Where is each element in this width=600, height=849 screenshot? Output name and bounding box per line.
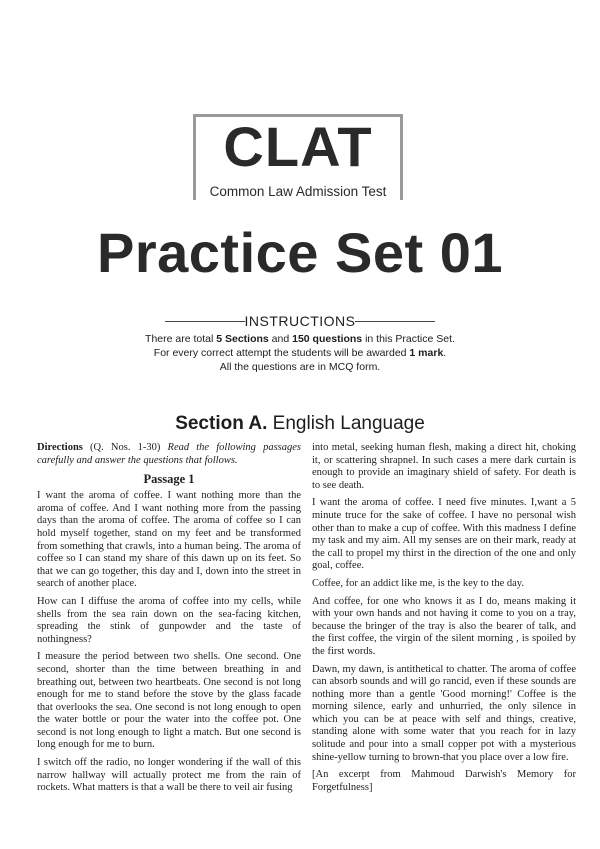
- instructions-header: [165, 312, 435, 330]
- marks-value: 1 mark: [409, 347, 444, 359]
- directions-text: Read the following passages carefully and answer the questions that follows.: [37, 442, 301, 466]
- passage-heading: Passage 1: [143, 472, 195, 487]
- passage-paragraph: And coffee, for one who knows it as I do, means making it with your own hands and not having it come to you on a tray, because the bringer of the tray is also the bearer of talk, and the first coffee, the virgin of the silent morning , is spoiled by the first words.: [312, 595, 576, 657]
- passage-paragraph: How can I diffuse the aroma of coffee into my cells, while shells from the sea rain down on the sea-facing kitchen, spreading the stink of gunpowder and the taste of nothingness?: [37, 595, 301, 645]
- section-title: [0, 412, 600, 436]
- instruction-text: .: [443, 347, 447, 359]
- instruction-text: For every correct attempt the students will be awarded: [153, 347, 410, 359]
- passage-column-left: [37, 442, 301, 800]
- passage-column-right: [312, 442, 576, 799]
- instruction-line-1: [0, 332, 600, 346]
- instruction-text: and: [268, 333, 293, 345]
- passage-paragraph: Dawn, my dawn, is antithetical to chatter. The aroma of coffee can absorb sounds and will go rancid, even if these sounds are nothing more than a gentle 'Good morning!' Coffee is the morning silence, early and unhurried, the only silence in which you can be at peace with self and things, creative, standing alone with some water that you reach for in lazy solitude and pour into a small copper pot with a mysterious shine-yellow turning to brown-that you place over a low fire.: [312, 663, 576, 763]
- passage-paragraph: I want the aroma of coffee. I want nothing more than the aroma of coffee. And I want nothing more from the passing days than the aroma of coffee. The aroma of coffee so I can hold myself together, stand on my feet and be transformed from something that crawls, into a human being. The aroma of coffee so I can stand my share of this dawn up on its feet. So that we can go together, this day and I, down into the street in search of another place.: [37, 490, 301, 590]
- directions-label: Directions: [37, 442, 83, 453]
- passage-paragraph: I want the aroma of coffee. I need five minutes. I,want a 5 minute truce for the sake of coffee. I have no personal wish other than to make a cup of coffee. With this madness I define my task and my aim. All my senses are on their mark, ready at the call to propel my thirst in the direction of the one and only goal, coffee.: [312, 497, 576, 572]
- passage-paragraph: I switch off the radio, no longer wondering if the wall of this narrow hallway will actually protect me from the rain of rockets. What matters is that a wall be there to veil air fusing: [37, 757, 301, 794]
- section-label: Section A.: [175, 413, 268, 434]
- passage-paragraph: Coffee, for an addict like me, is the key to the day.: [312, 577, 524, 589]
- instructions-rule-right: [355, 321, 435, 322]
- instruction-text: in this Practice Set.: [362, 333, 455, 345]
- instructions-label: INSTRUCTIONS: [244, 313, 356, 329]
- sections-count: 5 Sections: [216, 333, 269, 345]
- logo-subtitle: Common Law Admission Test: [209, 184, 387, 199]
- passage-paragraph: into metal, seeking human flesh, making a direct hit, choking it, or scattering shrapnel. In such cases a mere dark curtain is enough to provide an imaginary shield of safety. For death is to see death.: [312, 442, 576, 491]
- instruction-line-3: All the questions are in MCQ form.: [219, 361, 381, 373]
- passage-paragraph: I measure the period between two shells. One second. One second, shorter than the time between breathing in and breathing out, between two heartbeats. One second is not long enough for me to stand before the stove by the glass facade that overlooks the sea. One second is not long enough to open the water bottle or pour the water into the coffee pot. One second is not long enough to light a match. But one second is long enough for me to burn.: [37, 651, 301, 751]
- directions-question-range: (Q. Nos. 1-30): [82, 442, 168, 453]
- instruction-line-2: [0, 346, 600, 360]
- passage-source: [An excerpt from Mahmoud Darwish's Memory for Forgetfulness]: [312, 769, 576, 793]
- practice-set-title: Practice Set 01: [97, 221, 503, 284]
- section-name: English Language: [267, 413, 425, 434]
- logo-title: CLAT: [223, 115, 373, 178]
- questions-count: 150 questions: [292, 333, 363, 345]
- directions: [37, 442, 301, 467]
- instruction-text: There are total: [145, 333, 217, 345]
